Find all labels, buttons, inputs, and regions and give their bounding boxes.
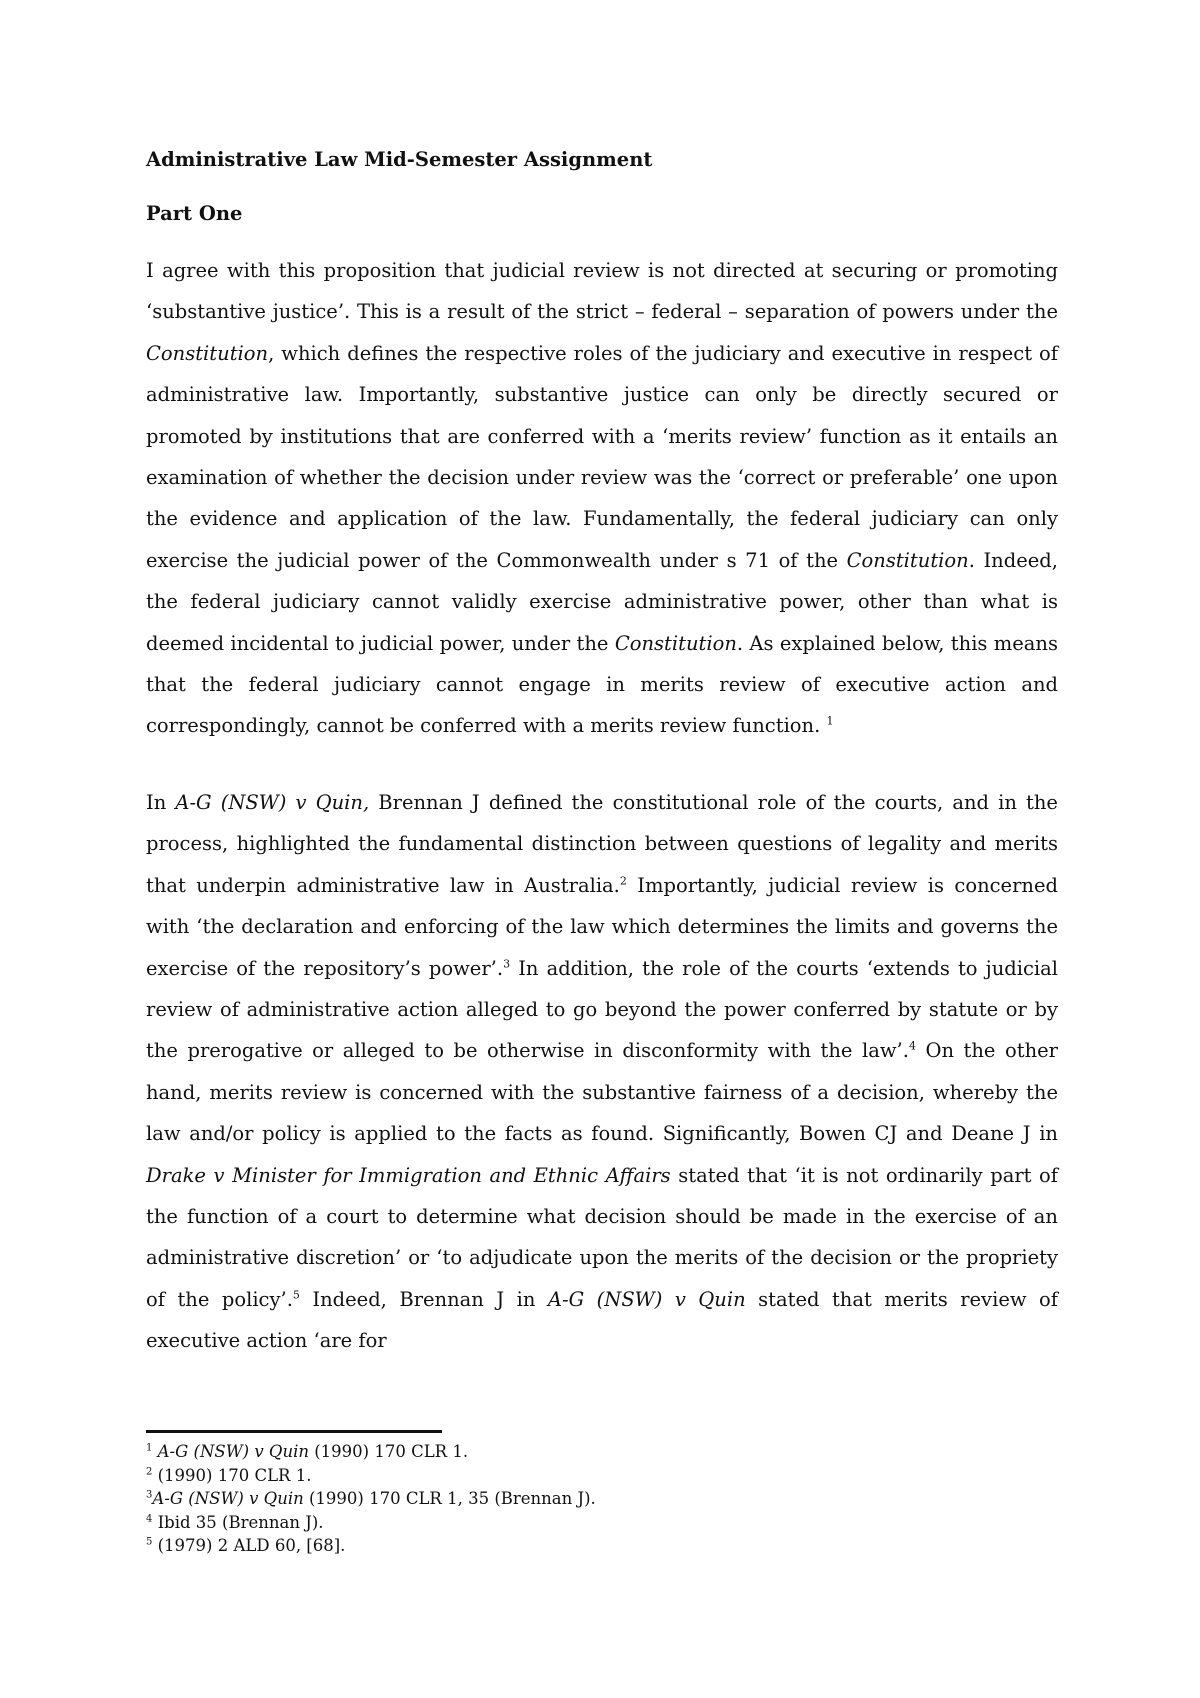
footnote-text: Ibid 35 (Brennan J). — [152, 1512, 324, 1532]
footnote-text: (1990) 170 CLR 1, 35 (Brennan J). — [303, 1489, 596, 1508]
footnote-number: 1 — [146, 1442, 153, 1454]
footnote-ref-3[interactable]: 3 — [503, 957, 511, 971]
text-run: I agree with this proposition that judicial review is not directed at securing or promoting ‘substantive justice’. This is a result of the strict – federal – separation of powers under the — [146, 259, 1058, 324]
text-run: . Indeed, the federal judiciary cannot validly exercise administrative power, other than what is deemed incidental to judicial power, under the — [146, 548, 1058, 655]
text-run: Importantly, judicial review is concerned with ‘the declaration and enforcing of the law which determines the limits and governs the exercise of the repository’s power’. — [146, 873, 1058, 980]
footnote-1 — [146, 1440, 1056, 1464]
footnotes — [146, 1440, 1056, 1558]
text-run: , which defines the respective roles of the judiciary and executive in respect of administrative law. Importantly, substantive justice can only be directly secured or promoted by institutions that are conferred with a ‘merits review’ function as it entails an examination of whether the decision under review was the ‘correct or preferable’ one upon the evidence and application of the law. Fundamentally, the federal judiciary can only exercise the judicial power of the Commonwealth under s 71 of the — [146, 341, 1058, 572]
footnote-number: 3 — [146, 1489, 153, 1501]
text-run: stated that merits review of executive action ‘are for — [146, 1287, 1058, 1353]
case-citation: Constitution — [846, 548, 969, 572]
case-citation: A-G (NSW) v Quin — [547, 1287, 746, 1311]
case-citation: Drake v Minister for Immigration and Ethnic Affairs — [146, 1163, 671, 1187]
footnote-3 — [146, 1487, 1056, 1511]
text-run: Indeed, Brennan J in — [299, 1287, 548, 1311]
section-heading: Part One — [146, 202, 243, 225]
footnote-ref-5[interactable]: 5 — [292, 1288, 300, 1302]
paragraph-1 — [146, 250, 1058, 747]
text-run: In — [146, 791, 176, 814]
footnote-ref-2[interactable]: 2 — [619, 874, 627, 888]
footnote-citation: A-G (NSW) v Quin — [157, 1442, 309, 1461]
footnote-separator — [146, 1430, 442, 1433]
footnote-number: 5 — [146, 1536, 153, 1548]
footnote-text: (1979) 2 ALD 60, [68]. — [152, 1536, 346, 1555]
text-run: stated that ‘it is not ordinarily part of the function of a court to determine what decision should be made in the exercise of an administrative discretion’ or ‘to adjudicate upon the merits of the decision or the propriety of the policy’. — [146, 1163, 1058, 1311]
footnote-4 — [146, 1511, 1056, 1535]
text-run: Brennan J defined the constitutional role of the courts, and in the process, highlighted the fundamental distinction between questions of legality and merits that underpin administrative law in Australia. — [146, 791, 1058, 897]
case-citation: A-G (NSW) v Quin, — [175, 791, 370, 814]
document-title: Administrative Law Mid-Semester Assignment — [146, 148, 653, 171]
text-run: . As explained below, this means that the federal judiciary cannot engage in merits review of executive action and correspondingly, cannot be conferred with a merits review function. — [146, 631, 1058, 738]
footnote-5 — [146, 1534, 1056, 1558]
footnote-text: (1990) 170 CLR 1. — [309, 1442, 469, 1461]
case-citation: Constitution — [614, 631, 737, 655]
case-citation: Constitution — [146, 341, 269, 365]
footnote-number: 4 — [146, 1513, 153, 1524]
footnote-ref-1[interactable]: 1 — [826, 714, 834, 728]
paragraph-2 — [146, 782, 1058, 1362]
text-run: In addition, the role of the courts ‘extends to judicial review of administrative action alleged to go beyond the power conferred by statute or by the prerogative or alleged to be otherwise in disconformity with the law’. — [146, 956, 1058, 1063]
footnote-number: 2 — [146, 1466, 153, 1477]
text-run: On the other hand, merits review is concerned with the substantive fairness of a decision, whereby the law and/or policy is applied to the facts as found. Significantly, Bowen CJ and Deane J in — [146, 1039, 1058, 1146]
footnote-text: (1990) 170 CLR 1. — [152, 1465, 312, 1485]
footnote-2 — [146, 1464, 1056, 1488]
footnote-ref-4[interactable]: 4 — [908, 1039, 916, 1053]
footnote-citation: A-G (NSW) v Quin — [152, 1489, 304, 1508]
